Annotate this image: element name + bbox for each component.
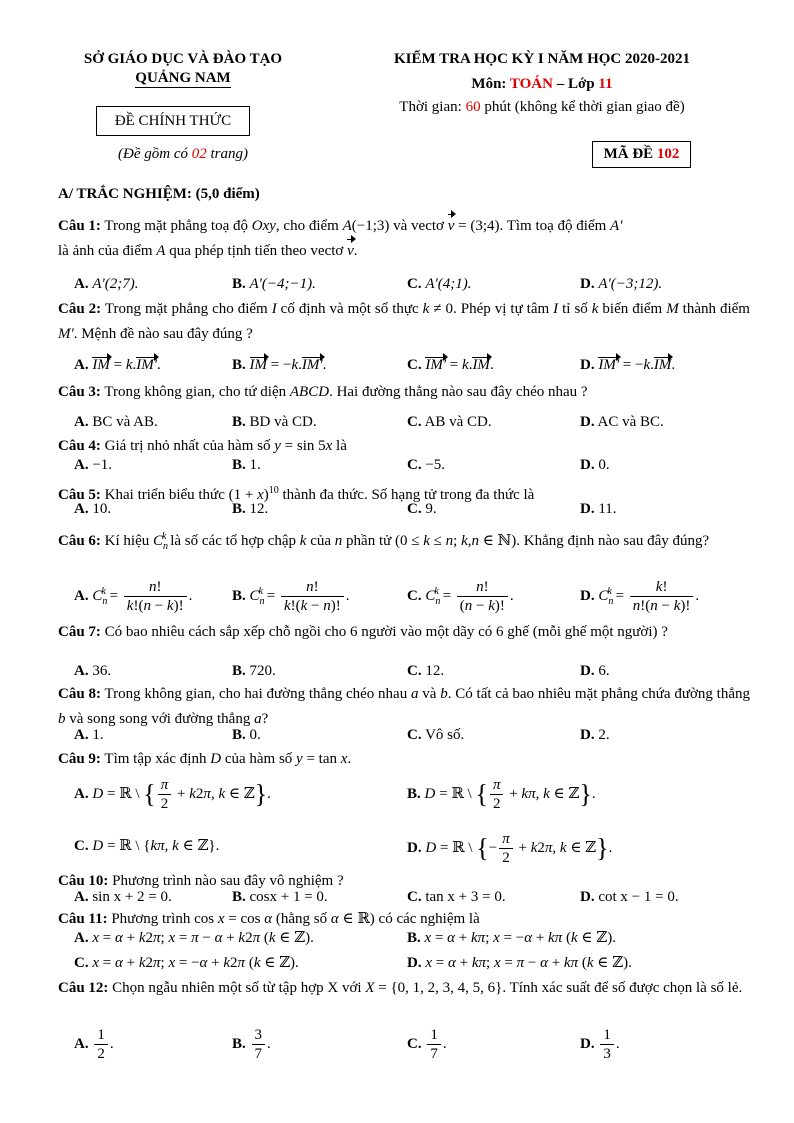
option-d[interactable]: D. IM' = −k.IM. (580, 357, 676, 373)
option-b[interactable]: B. x = α + kπ; x = −α + kπ (k ∈ ℤ). (407, 930, 616, 946)
official-box: ĐỀ CHÍNH THỨC (96, 106, 250, 136)
option-d[interactable]: D. 6. (580, 663, 610, 679)
option-d[interactable]: D. $C_n^k$ = $\frac{k!}{n!(n - k)!}$ . (580, 579, 700, 614)
province-name: QUẢNG NAM (135, 70, 231, 86)
question-7: Câu 7: Có bao nhiêu cách sắp xếp chỗ ngồi cho 6 người vào một dãy có 6 ghế (mỗi ghế một người) ? (58, 624, 668, 640)
option-d[interactable]: D. 0. (580, 457, 610, 473)
option-c[interactable]: C. 9. (407, 501, 437, 517)
question-6: Câu 6: Kí hiệu $C_n^k$ là số các tổ hợp chập k của n phần tử (0 ≤ k ≤ n; k,n ∈ ℕ). Khẳng định nào sau đây đúng? (58, 531, 710, 552)
option-b[interactable]: B. 1. (232, 457, 261, 473)
option-a[interactable]: A. 1. (74, 727, 104, 743)
option-c[interactable]: C. 12. (407, 663, 445, 679)
option-d[interactable]: D. 2. (580, 727, 610, 743)
option-b[interactable]: B. 720. (232, 663, 276, 679)
question-4: Câu 4: Giá trị nhỏ nhất của hàm số y = sin 5x là (58, 438, 347, 454)
question-11: Câu 11: Phương trình cos x = cos α (hằng số α ∈ ℝ) có các nghiệm là (58, 911, 480, 927)
question-9-options-ab (58, 776, 750, 820)
option-a[interactable]: A. 10. (74, 501, 112, 517)
subject-line: Môn: TOÁN – Lớp 11 (471, 76, 613, 92)
question-9-options-cd (58, 830, 750, 874)
option-b[interactable]: B. 12. (232, 501, 269, 517)
option-c[interactable]: C. IM' = k.IM. (407, 357, 494, 373)
question-5: Câu 5: Khai triển biểu thức $(1 + x)^{10}$ thành đa thức. Số hạng tử trong đa thức là (58, 485, 535, 503)
page-count: (Đề gồm có 02 trang) (118, 146, 248, 162)
exam-code-box: MÃ ĐỀ 102 (592, 141, 691, 168)
option-b[interactable]: B. D = ℝ \ { $\frac{\pi}{2}$ + kπ, k ∈ ℤ}. (407, 777, 596, 812)
section-title: A/ TRẮC NGHIỆM: (5,0 điểm) (58, 186, 260, 202)
option-a[interactable]: A. A'(2;7). (74, 276, 139, 292)
option-c[interactable]: C. −5. (407, 457, 446, 473)
option-b[interactable]: B. $\frac{3}{7}$ . (232, 1027, 271, 1062)
question-3: Câu 3: Trong không gian, cho tứ diện ABCD. Hai đường thẳng nào sau đây chéo nhau ? (58, 384, 588, 400)
option-d[interactable]: D. 11. (580, 501, 617, 517)
option-b[interactable]: B. BD và CD. (232, 414, 317, 430)
option-a[interactable]: A. $C_n^k$ = $\frac{n!}{k!(n - k)!}$ . (74, 579, 193, 614)
option-b[interactable]: B. $C_n^k$ = $\frac{n!}{k!(k - n)!}$ . (232, 579, 350, 614)
option-a[interactable]: A. −1. (74, 457, 113, 473)
option-a[interactable]: A. $\frac{1}{2}$ . (74, 1027, 114, 1062)
question-2: Câu 2: Trong mặt phẳng cho điểm I cố định và một số thực k ≠ 0. Phép vị tự tâm I tỉ số k biến điểm M thành điểm M'. Mệnh đề nào sau đây đúng ? (58, 301, 750, 342)
question-6-options (58, 576, 750, 620)
option-d[interactable]: D. AC và BC. (580, 414, 664, 430)
question-11-options-ab (58, 928, 750, 954)
option-c[interactable]: C. D = ℝ \ {kπ, k ∈ ℤ}. (74, 838, 220, 854)
option-b[interactable]: B. cosx + 1 = 0. (232, 889, 328, 905)
option-d[interactable]: D. $\frac{1}{3}$ . (580, 1027, 620, 1062)
option-d[interactable]: D. cot x − 1 = 0. (580, 889, 679, 905)
option-a[interactable]: A. IM = k.IM'. (74, 357, 161, 373)
option-c[interactable]: C. tan x + 3 = 0. (407, 889, 506, 905)
option-c[interactable]: C. A'(4;1). (407, 276, 472, 292)
option-a[interactable]: A. D = ℝ \ { $\frac{\pi}{2}$ + k2π, k ∈ ℤ}. (74, 777, 271, 812)
option-a[interactable]: A. sin x + 2 = 0. (74, 889, 172, 905)
exam-title: KIỂM TRA HỌC KỲ I NĂM HỌC 2020-2021 (394, 51, 690, 67)
option-c[interactable]: C. AB và CD. (407, 414, 492, 430)
option-c[interactable]: C. x = α + k2π; x = −α + k2π (k ∈ ℤ). (74, 955, 299, 971)
option-b[interactable]: B. A'(−4;−1). (232, 276, 316, 292)
option-c[interactable]: C. $C_n^k$ = $\frac{n!}{(n - k)!}$ . (407, 579, 514, 614)
option-d[interactable]: D. D = ℝ \ {− $\frac{\pi}{2}$ + k2π, k ∈ ℤ}. (407, 831, 613, 866)
question-10: Câu 10: Phương trình nào sau đây vô nghiệm ? (58, 873, 344, 889)
option-a[interactable]: A. BC và AB. (74, 414, 158, 430)
option-c[interactable]: C. Vô số. (407, 727, 465, 743)
question-9: Câu 9: Tìm tập xác định D của hàm số y = tan x. (58, 751, 352, 767)
department-name: SỞ GIÁO DỤC VÀ ĐÀO TẠO (83, 51, 283, 67)
option-c[interactable]: C. $\frac{1}{7}$ . (407, 1027, 447, 1062)
question-1: Câu 1: Trong mặt phẳng toạ độ Oxy, cho điểm A(−1;3) và vectơ v = (3;4). Tìm toạ độ điểm A' là ảnh của điểm A qua phép tịnh tiến theo vectơ v. (58, 214, 750, 264)
option-d[interactable]: D. x = α + kπ; x = π − α + kπ (k ∈ ℤ). (407, 955, 632, 971)
option-b[interactable]: B. IM = −k.IM'. (232, 357, 327, 373)
option-d[interactable]: D. A'(−3;12). (580, 276, 663, 292)
option-a[interactable]: A. 36. (74, 663, 112, 679)
time-line: Thời gian: 60 phút (không kể thời gian giao đề) (399, 99, 685, 115)
question-12-options (58, 1026, 750, 1070)
option-a[interactable]: A. x = α + k2π; x = π − α + k2π (k ∈ ℤ). (74, 930, 314, 946)
question-12: Câu 12: Chọn ngẫu nhiên một số từ tập hợp X với X = {0, 1, 2, 3, 4, 5, 6}. Tính xác suất để số được chọn là số lẻ. (58, 980, 743, 996)
question-8: Câu 8: Trong không gian, cho hai đường thẳng chéo nhau a và b. Có tất cả bao nhiêu mặt phẳng chứa đường thẳng b và song song với đường thẳng a? (58, 686, 751, 727)
option-b[interactable]: B. 0. (232, 727, 261, 743)
